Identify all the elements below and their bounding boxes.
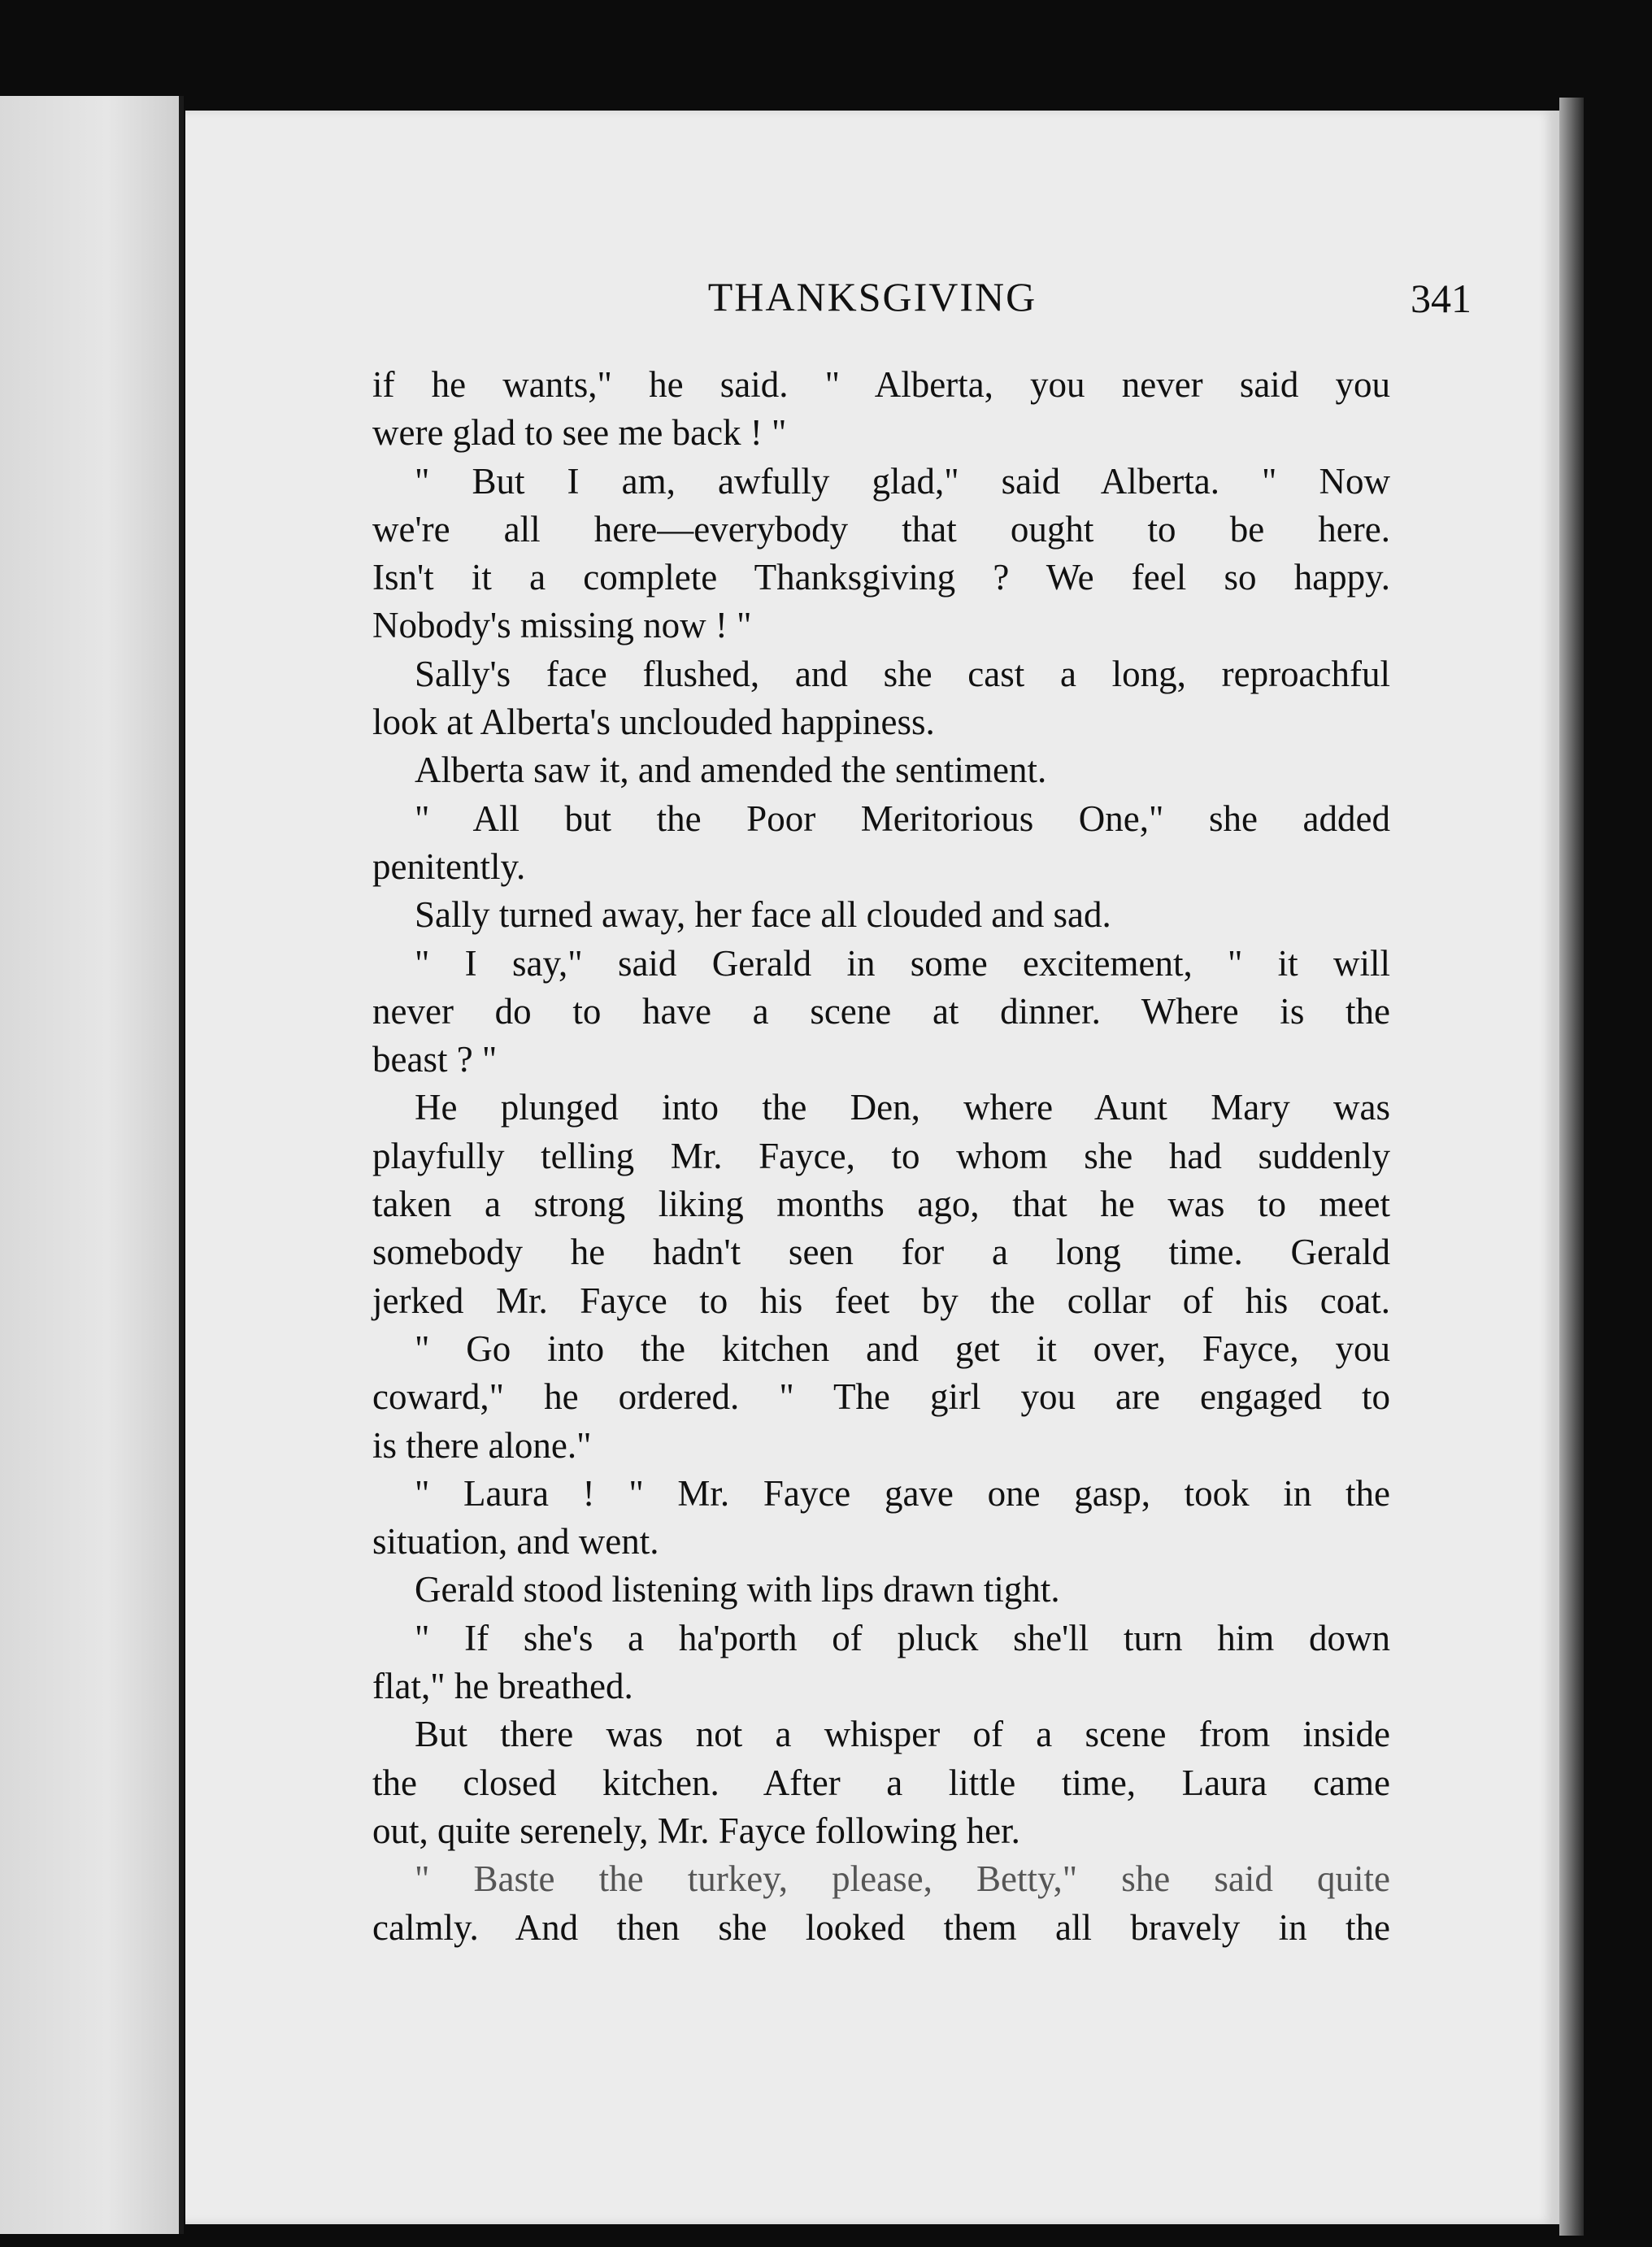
text-line: never do to have a scene at dinner. Where is the [372,990,1390,1032]
text-line: Sally turned away, her face all clouded and sad. [415,894,1111,936]
text-line: the closed kitchen. After a little time, Laura came [372,1762,1390,1803]
text-line: penitently. [372,845,526,887]
text-line: " All but the Poor Meritorious One," she added [415,798,1390,839]
previous-page-edge [0,96,184,2234]
text-line: situation, and went. [372,1521,659,1562]
text-line: look at Alberta's unclouded happiness. [372,702,935,743]
text-line: calmly. And then she looked them all bravely in the [372,1906,1390,1948]
running-head: THANKSGIVING [707,274,1037,319]
text-line: were glad to see me back ! " [372,412,787,454]
text-line: " Go into the kitchen and get it over, Fayce, you [415,1328,1390,1369]
page-edge-shadow [1559,98,1584,2236]
text-line: " If she's a ha'porth of pluck she'll turn him down [415,1617,1390,1658]
text-line: is there alone." [372,1424,592,1466]
text-line: beast ? " [372,1039,498,1080]
text-line: we're all here—everybody that ought to be here. [372,508,1390,550]
text-line: Alberta saw it, and amended the sentiment. [415,750,1047,791]
text-line: coward," he ordered. " The girl you are engaged to [372,1376,1390,1418]
text-line: taken a strong liking months ago, that he was to meet [372,1184,1390,1225]
body-text [372,361,1390,1952]
text-line: if he wants," he said. " Alberta, you never said you [372,364,1390,405]
text-line: playfully telling Mr. Fayce, to whom she had suddenly [372,1135,1390,1176]
text-line: Isn't it a complete Thanksgiving ? We feel so happy. [372,557,1390,598]
text-line: somebody he hadn't seen for a long time. Gerald [372,1232,1390,1273]
text-line: " But I am, awfully glad," said Alberta. " Now [415,460,1390,502]
text-line: " Baste the turkey, please, Betty," she said quite [415,1858,1390,1900]
text-line: " Laura ! " Mr. Fayce gave one gasp, took in the [415,1472,1390,1514]
text-line: " I say," said Gerald in some excitement, " it will [415,942,1390,984]
book-page [185,111,1559,2224]
text-line: jerked Mr. Fayce to his feet by the collar of his coat. [372,1280,1390,1321]
text-line: Gerald stood listening with lips drawn tight. [415,1569,1060,1610]
text-line: Sally's face flushed, and she cast a long, reproachful [415,653,1390,694]
text-line: flat," he breathed. [372,1666,633,1707]
text-line: He plunged into the Den, where Aunt Mary was [415,1087,1390,1128]
text-line: But there was not a whisper of a scene from inside [415,1714,1390,1755]
text-line: Nobody's missing now ! " [372,605,752,646]
text-line: out, quite serenely, Mr. Fayce following her. [372,1810,1020,1851]
page-number: 341 [1411,276,1472,321]
